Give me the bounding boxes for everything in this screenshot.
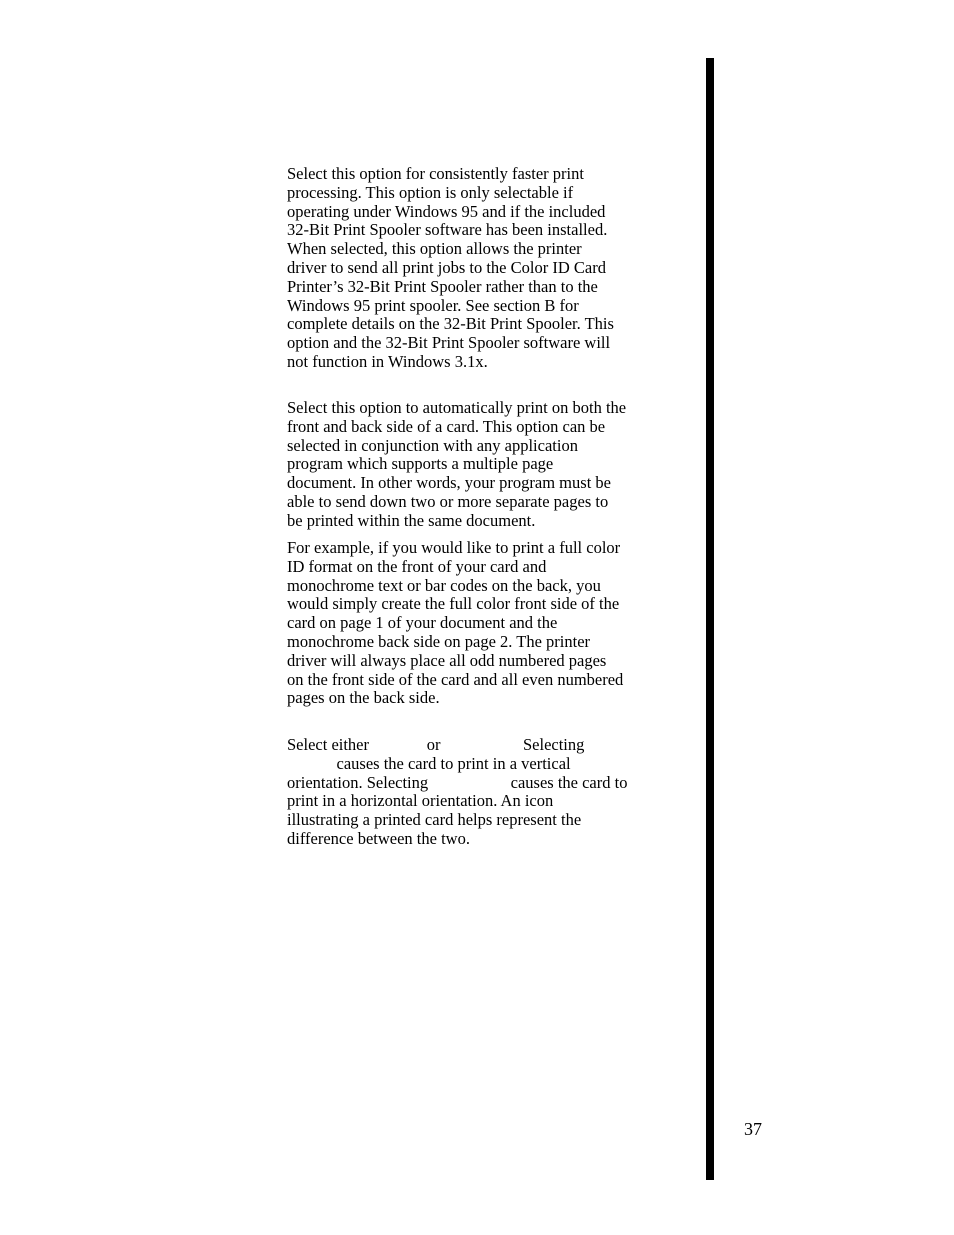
- page-number: 37: [744, 1119, 762, 1139]
- vertical-rule: [706, 58, 714, 1180]
- duplex-paragraph-1: Select this option to automatically print on both the front and back side of a card. This option can be selected in conjunction with any application program which supports a multiple page document. In other words, your program must be able to send down two or more separate pages to be printed within the same document.: [287, 398, 627, 530]
- orientation-paragraph: Select either or Selecting causes the card to print in a vertical orientation. Selecting causes the card to print in a horizontal orientation. An icon illustrating a printed card helps represent the difference between the two.: [287, 735, 628, 848]
- spooler-paragraph: Select this option for consistently faster print processing. This option is only selectable if operating under Windows 95 and if the included 32-Bit Print Spooler software has been installed. When selected, this option allows the printer driver to send all print jobs to the Color ID Card Printer’s 32-Bit Print Spooler rather than to the Windows 95 print spooler. See section B for complete details on the 32-Bit Print Spooler. This option and the 32-Bit Print Spooler software will not function in Windows 3.1x.: [287, 164, 614, 371]
- duplex-paragraph-2: For example, if you would like to print a full color ID format on the front of your card and monochrome text or bar codes on the back, you would simply create the full color front side of the card on page 1 of your document and the monochrome back side on page 2. The printer driver will always place all odd numbered pages on the front side of the card and all even numbered pages on the back side.: [287, 538, 624, 708]
